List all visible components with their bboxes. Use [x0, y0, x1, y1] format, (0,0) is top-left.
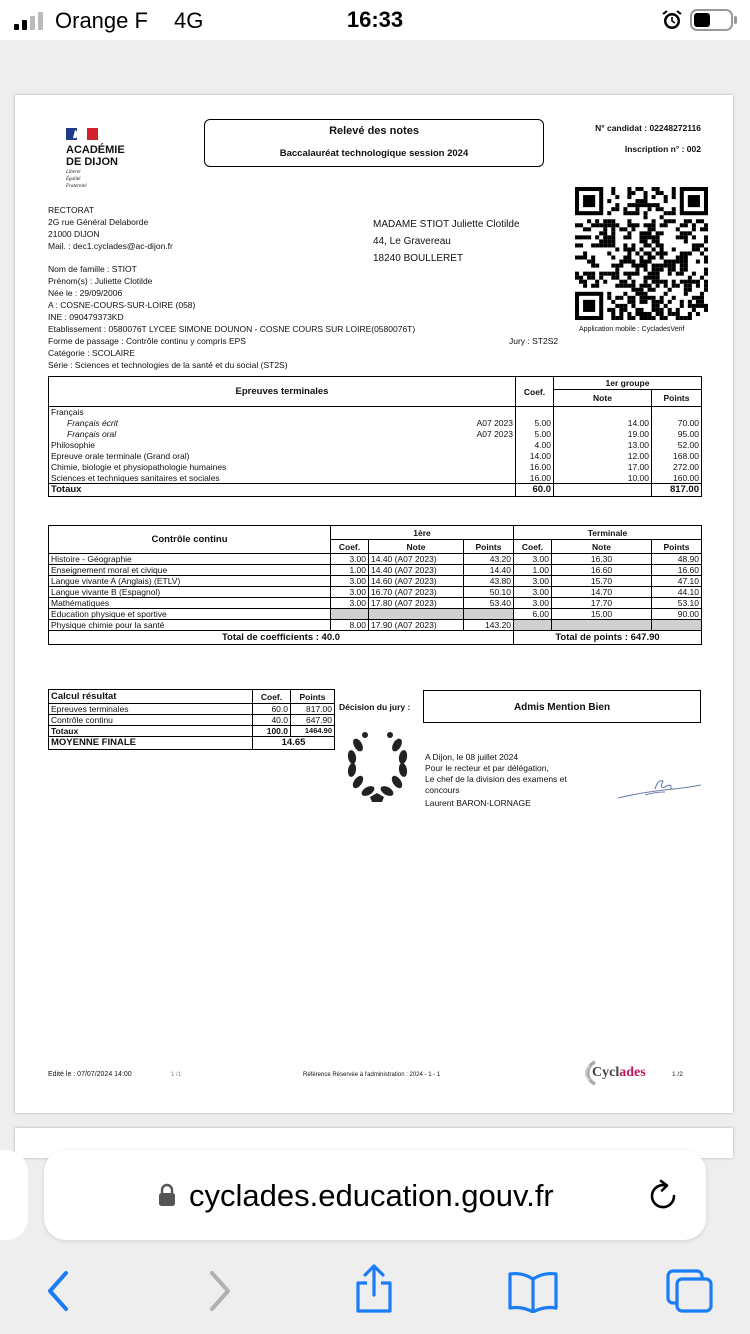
doc-subtitle: Baccalauréat technologique session 2024: [279, 148, 469, 159]
identity-serie: Série : Sciences et technologies de la santé et du social (ST2S): [48, 360, 288, 370]
identity-forme: Forme de passage : Contrôle continu y compris EPS: [48, 336, 246, 346]
recipient-name: MADAME STIOT Juliette Clotilde: [373, 219, 520, 230]
terminal-subject: Philosophie: [49, 440, 516, 451]
status-bar: [0, 0, 750, 40]
terminal-note: [554, 407, 652, 418]
identity-nom: Nom de famille : STIOT: [48, 264, 137, 274]
doc-title: Relevé des notes: [329, 125, 419, 137]
title-box: [204, 119, 544, 167]
terminal-subject: Français: [49, 407, 516, 418]
inscription-number: Inscription n° : 002: [624, 144, 701, 154]
academie-line2: DE DIJON: [66, 156, 118, 168]
terminal-coef: 5.00: [516, 418, 554, 429]
motto-fraternite: Fraternité: [66, 184, 87, 189]
motto-liberte: Liberté: [66, 170, 81, 175]
signature-name: Laurent BARON-LORNAGE: [425, 798, 531, 808]
cc-points-1ere: 143.20: [464, 620, 514, 631]
terminal-note: 14.00: [554, 418, 652, 429]
cc-header-coef2: Coef.: [514, 540, 552, 554]
terminal-coef: 16.00: [516, 473, 554, 484]
reload-icon[interactable]: [646, 1179, 680, 1213]
terminal-subject: [49, 418, 516, 429]
calc-total-coef: 100.0: [253, 726, 291, 737]
cc-coef-1ere: 3.00: [331, 576, 369, 587]
terminal-row: [49, 418, 702, 429]
document-page: [15, 95, 733, 1113]
cc-note-1ere: 17.80 (A07 2023): [369, 598, 464, 609]
cc-row: [49, 620, 702, 631]
identity-etablissement: Etablissement : 0580076T LYCEE SIMONE DOUNON - COSNE COURS SUR LOIRE(0580076T): [48, 324, 416, 334]
terminal-header-note: Note: [554, 390, 652, 407]
rectorat-line-3: 21000 DIJON: [48, 229, 100, 239]
terminal-row: [49, 440, 702, 451]
identity-lieu: A : COSNE-COURS-SUR-LOIRE (058): [48, 300, 196, 310]
tabs-icon[interactable]: [664, 1267, 716, 1315]
decision-label: Décision du jury :: [339, 702, 411, 712]
footer-reference: Référence Réservée à l'administration : 2024 - 1 - 1: [303, 1072, 441, 1078]
app-mobile-label: Application mobile : CycladesVerif: [579, 326, 685, 333]
terminal-note: 10.00: [554, 473, 652, 484]
terminal-header-epreuves: Epreuves terminales: [49, 377, 516, 407]
alarm-icon: [660, 9, 684, 31]
calc-label: Contrôle continu: [49, 715, 253, 726]
calc-label: Epreuves terminales: [49, 704, 253, 715]
cc-row: [49, 576, 702, 587]
cc-points-term: 47.10: [652, 576, 702, 587]
terminal-header-coef: Coef.: [516, 377, 554, 407]
cc-note-term: 15.70: [552, 576, 652, 587]
cc-note-1ere: [369, 609, 464, 620]
signature-line-2: Pour le recteur et par délégation,: [425, 763, 549, 773]
terminal-row: [49, 473, 702, 484]
cc-coef-1ere: 3.00: [331, 587, 369, 598]
decision-value: Admis Mention Bien: [513, 702, 611, 713]
bookmarks-icon[interactable]: [506, 1271, 560, 1313]
cc-points-1ere: 43.20: [464, 554, 514, 565]
terminal-points: 70.00: [652, 418, 702, 429]
handwritten-signature: [615, 770, 705, 805]
cc-header-note2: Note: [552, 540, 652, 554]
cc-subject: Mathématiques: [49, 598, 331, 609]
terminal-row: [49, 407, 702, 418]
cc-points-1ere: 14.40: [464, 565, 514, 576]
result-calculation-table: [48, 689, 335, 750]
carrier-name: Orange F: [55, 8, 148, 33]
terminal-session: A07 2023: [476, 428, 513, 439]
calc-header-points: Points: [291, 690, 335, 704]
cc-note-1ere: 14.40 (A07 2023): [369, 554, 464, 565]
address-bar[interactable]: [44, 1150, 706, 1240]
url-text[interactable]: cyclades.education.gouv.fr: [189, 1178, 554, 1213]
terminal-subject: Sciences et techniques sanitaires et sociales: [49, 473, 516, 484]
calc-header-coef: Coef.: [253, 690, 291, 704]
cc-note-term: 17.70: [552, 598, 652, 609]
rectorat-line-1: RECTORAT: [48, 205, 94, 215]
clock: 16:33: [346, 7, 404, 32]
terminal-subject-label: Français oral: [67, 429, 117, 439]
cc-points-term: 90.00: [652, 609, 702, 620]
cc-note-term: [552, 620, 652, 631]
terminal-coef: 14.00: [516, 451, 554, 462]
rectorat-mail: Mail. : dec1.cyclades@ac-dijon.fr: [48, 241, 173, 251]
terminal-subject: Epreuve orale terminale (Grand oral): [49, 451, 516, 462]
terminal-subject: [49, 429, 516, 440]
terminal-total-label: Totaux: [49, 484, 516, 497]
cc-note-1ere: 17.90 (A07 2023): [369, 620, 464, 631]
terminal-note: 13.00: [554, 440, 652, 451]
cc-points-term: 44.10: [652, 587, 702, 598]
cc-note-term: 16.30: [552, 554, 652, 565]
cc-note-term: 15.00: [552, 609, 652, 620]
cc-note-term: 14.70: [552, 587, 652, 598]
identity-prenom: Prénom(s) : Juliette Clotilde: [48, 276, 153, 286]
terminal-header-group: 1er groupe: [554, 377, 702, 390]
footer-brand-text: Cyclades: [592, 1065, 646, 1080]
network-type: 4G: [174, 8, 204, 33]
terminal-session: A07 2023: [476, 417, 513, 428]
cc-coef-term: 3.00: [514, 576, 552, 587]
terminal-exams-table: [48, 376, 702, 497]
cc-points-1ere: 43.80: [464, 576, 514, 587]
terminal-points: 52.00: [652, 440, 702, 451]
cc-note-1ere: 16.70 (A07 2023): [369, 587, 464, 598]
cc-coef-1ere: 3.00: [331, 554, 369, 565]
terminal-points: 272.00: [652, 462, 702, 473]
cc-coef-term: 3.00: [514, 587, 552, 598]
motto-egalite: Égalité: [66, 177, 81, 182]
cc-coef-term: 3.00: [514, 554, 552, 565]
terminal-note: 19.00: [554, 429, 652, 440]
identity-naissance: Née le : 29/09/2006: [48, 288, 123, 298]
terminal-points: 95.00: [652, 429, 702, 440]
footer-edited: Edité le : 07/07/2024 14:00: [48, 1071, 132, 1078]
laurel-seal-icon: [340, 725, 415, 805]
calc-coef: 60.0: [253, 704, 291, 715]
cc-row: [49, 598, 702, 609]
rectorat-line-2: 2G rue Général Delaborde: [48, 217, 149, 227]
terminal-coef: [516, 407, 554, 418]
terminal-points: 168.00: [652, 451, 702, 462]
calc-coef: 40.0: [253, 715, 291, 726]
cc-subject: Enseignement moral et civique: [49, 565, 331, 576]
share-icon[interactable]: [352, 1263, 396, 1315]
cc-header-coef1: Coef.: [331, 540, 369, 554]
cc-coef-term: 3.00: [514, 598, 552, 609]
cc-row: [49, 554, 702, 565]
cc-coef-term: 1.00: [514, 565, 552, 576]
recipient-city: 18240 BOULLERET: [373, 253, 464, 264]
cc-points-1ere: 53.40: [464, 598, 514, 609]
cc-points-term: 48.90: [652, 554, 702, 565]
candidate-number: N° candidat : 02248272116: [595, 123, 701, 133]
terminal-note: 12.00: [554, 451, 652, 462]
signature-line-3: Le chef de la division des examens et: [425, 774, 567, 784]
signature-line-4: concours: [425, 785, 460, 795]
footer-brand: [592, 1065, 646, 1081]
calc-points: 647.90: [291, 715, 335, 726]
calc-header-label: Calcul résultat: [49, 690, 253, 704]
calc-total-points: 1464.90: [291, 726, 335, 737]
cc-row: [49, 587, 702, 598]
terminal-coef: 4.00: [516, 440, 554, 451]
qr-code: [575, 187, 708, 320]
cc-note-term: 16.60: [552, 565, 652, 576]
footer-page: 1 /2: [672, 1071, 683, 1078]
cc-total-coef: Total de coefficients : 40.0: [49, 631, 514, 645]
cc-row: [49, 565, 702, 576]
cc-note-1ere: 14.40 (A07 2023): [369, 565, 464, 576]
terminal-header-points: Points: [652, 390, 702, 407]
cc-header-terminale: Terminale: [514, 526, 702, 540]
cc-points-term: 53.10: [652, 598, 702, 609]
cc-coef-1ere: 8.00: [331, 620, 369, 631]
cc-header-1ere: 1ère: [331, 526, 514, 540]
cc-header-points2: Points: [652, 540, 702, 554]
terminal-row: [49, 462, 702, 473]
cc-subject: Langue vivante B (Espagnol): [49, 587, 331, 598]
previous-tab-preview[interactable]: [0, 1150, 28, 1240]
calc-row: [49, 715, 335, 726]
calc-total-label: Totaux: [49, 726, 253, 737]
cc-points-term: [652, 620, 702, 631]
jury-label: Jury : ST2S2: [509, 336, 559, 346]
decision-box: [423, 690, 701, 723]
terminal-row: [49, 429, 702, 440]
identity-ine: INE : 090479373KD: [48, 312, 124, 322]
final-average-value: 14.65: [253, 737, 335, 750]
signature-line-1: A Dijon, le 08 juillet 2024: [425, 752, 519, 762]
lock-icon: [158, 1183, 176, 1207]
terminal-coef: 16.00: [516, 462, 554, 473]
terminal-note: 17.00: [554, 462, 652, 473]
terminal-row: [49, 451, 702, 462]
back-icon[interactable]: [40, 1267, 76, 1315]
cc-coef-term: [514, 620, 552, 631]
cc-coef-term: 6.00: [514, 609, 552, 620]
calc-row: [49, 704, 335, 715]
terminal-total-points: 817.00: [652, 484, 702, 497]
academie-line1: ACADÉMIE: [66, 144, 125, 156]
cc-points-1ere: [464, 609, 514, 620]
cc-coef-1ere: [331, 609, 369, 620]
terminal-points: [652, 407, 702, 418]
cc-subject: Histoire - Géographie: [49, 554, 331, 565]
cc-points-1ere: 50.10: [464, 587, 514, 598]
cc-coef-1ere: 1.00: [331, 565, 369, 576]
calc-points: 817.00: [291, 704, 335, 715]
cc-subject: Physique chimie pour la santé: [49, 620, 331, 631]
cc-note-1ere: 14.60 (A07 2023): [369, 576, 464, 587]
cc-header-note1: Note: [369, 540, 464, 554]
footer-pages: 1 /1: [171, 1072, 182, 1078]
cc-total-points: Total de points : 647.90: [514, 631, 702, 645]
terminal-coef: 5.00: [516, 429, 554, 440]
cc-row: [49, 609, 702, 620]
continuous-assessment-table: [48, 525, 702, 645]
cc-header-title: Contrôle continu: [49, 526, 331, 554]
browser-toolbar: [0, 1255, 750, 1334]
forward-icon[interactable]: [202, 1267, 238, 1315]
terminal-subject: Chimie, biologie et physiopathologie humaines: [49, 462, 516, 473]
terminal-subject-label: Français écrit: [67, 418, 119, 428]
recipient-street: 44, Le Gravereau: [373, 236, 451, 247]
cc-subject: Education physique et sportive: [49, 609, 331, 620]
final-average-label: MOYENNE FINALE: [49, 737, 253, 750]
cc-coef-1ere: 3.00: [331, 598, 369, 609]
terminal-total-coef: 60.0: [516, 484, 554, 497]
marianne-flag-icon: [66, 128, 98, 140]
identity-categorie: Catégorie : SCOLAIRE: [48, 348, 135, 358]
cc-header-points1: Points: [464, 540, 514, 554]
cc-subject: Langue vivante A (Anglais) (ETLV): [49, 576, 331, 587]
cc-points-term: 16.60: [652, 565, 702, 576]
terminal-points: 160.00: [652, 473, 702, 484]
battery-icon: [690, 8, 738, 32]
